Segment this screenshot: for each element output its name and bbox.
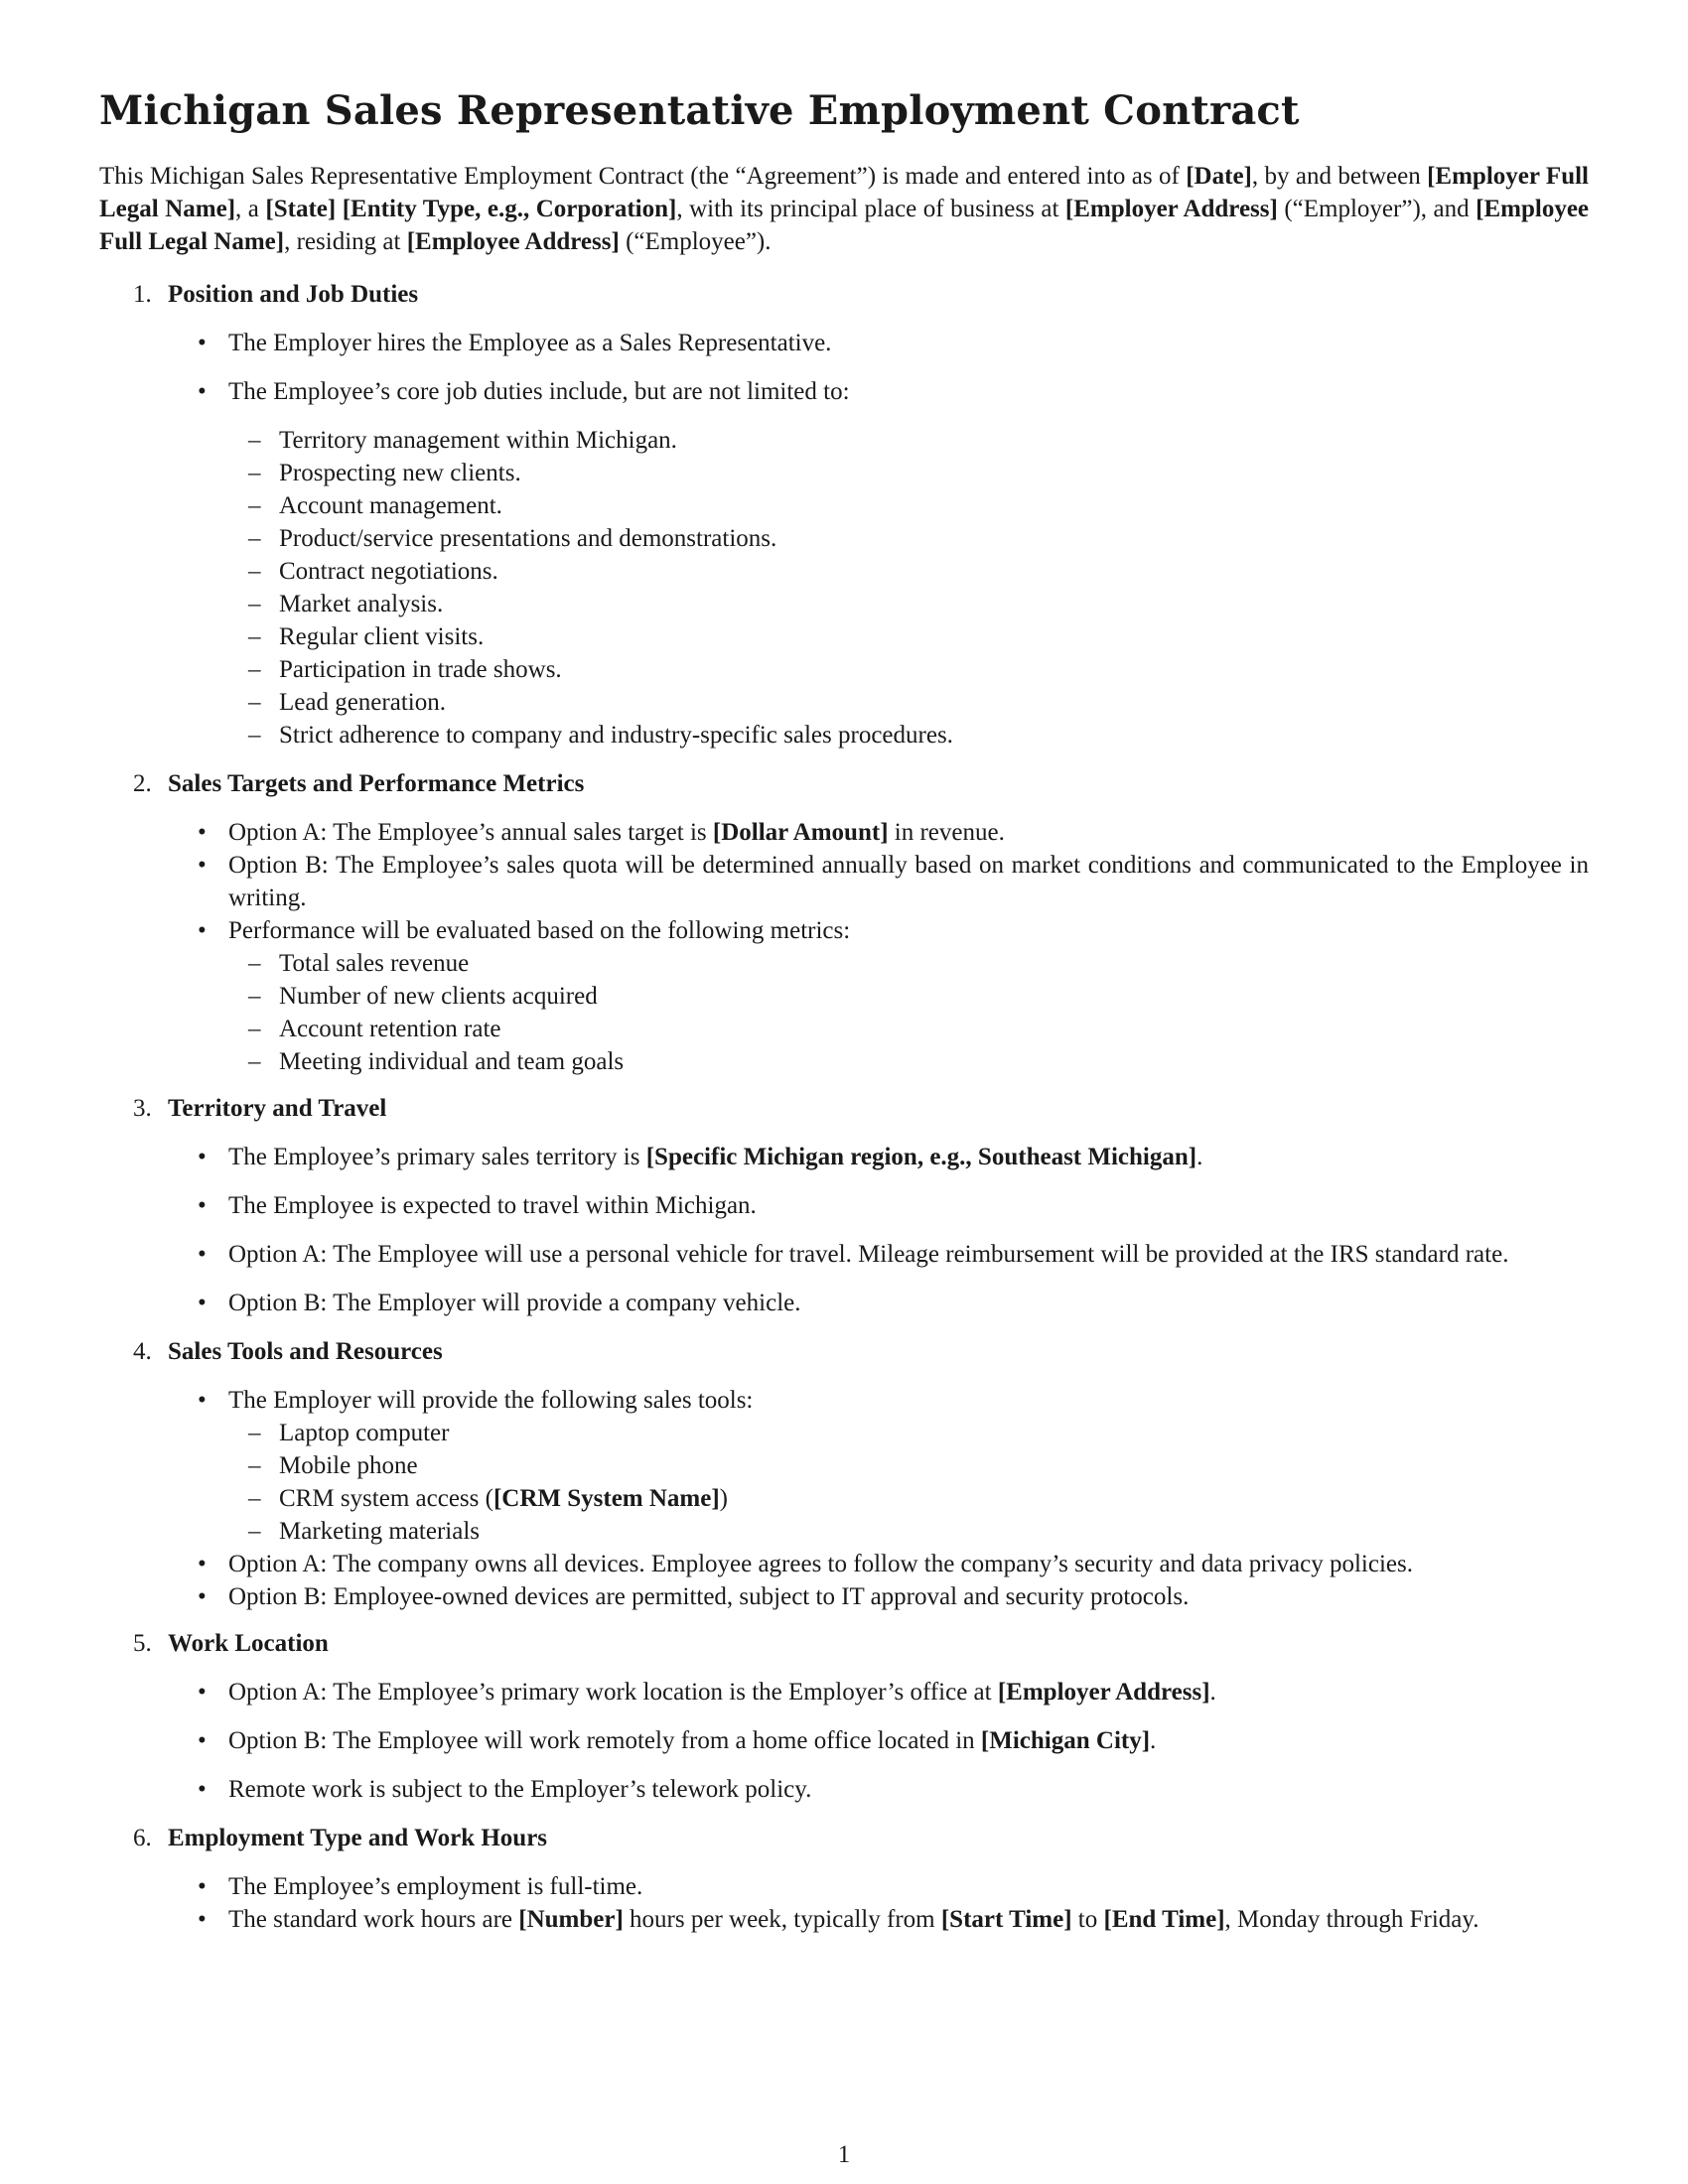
text-run: Option B: Employee-owned devices are permitted, subject to IT approval and security protocols. [228,1583,1190,1610]
placeholder-field: [CRM System Name] [492,1485,720,1512]
text-run: Product/service presentations and demonstrations. [279,525,777,552]
text-run: , Monday through Friday. [1224,1906,1479,1933]
text-run: Marketing materials [279,1518,481,1545]
section-2 [99,767,1589,1078]
sub-list-item [228,719,1589,751]
text-run: Option B: The Employee will work remotely from a home office located in [228,1727,981,1754]
placeholder-field: [End Time] [1103,1906,1225,1933]
section-4 [99,1335,1589,1613]
section-heading: Territory and Travel [168,1095,387,1122]
dash-icon: – [248,983,261,1010]
bullet-icon: • [198,819,207,846]
bullet-text [228,1727,1156,1754]
bullet-icon: • [198,378,207,405]
bullet-list [168,1870,1589,1936]
dash-icon: – [248,591,261,617]
placeholder-field: [Start Time] [940,1906,1072,1933]
bullet-item [168,1580,1589,1613]
sub-list-text [279,1016,501,1042]
sub-list-text [279,427,677,454]
text-run: ) [719,1485,728,1512]
sub-list-text [279,1452,418,1479]
sub-list-item [228,522,1589,555]
bullet-text [228,1290,801,1316]
text-run: Participation in trade shows. [279,656,562,683]
sub-list-item [228,1515,1589,1548]
bullet-item [168,1238,1589,1271]
section-number: 1. [133,281,152,308]
sub-list-item [228,947,1589,980]
bullet-icon: • [198,1144,207,1170]
text-run: Option A: The Employee’s annual sales target is [228,819,713,846]
bullet-text [228,330,831,356]
sub-list-item [228,686,1589,719]
bullet-item [168,327,1589,359]
bullet-text [228,378,850,405]
section-number: 5. [133,1630,152,1657]
page-number: 1 [837,2141,851,2168]
sub-list-text [279,1485,728,1512]
sub-list-text [279,525,776,552]
text-run: Market analysis. [279,591,444,617]
text-run: Option A: The Employee’s primary work location is the Employer’s office at [228,1679,998,1706]
text-run: Total sales revenue [279,950,470,977]
document-title: Michigan Sales Representative Employment Contract [99,87,1300,134]
text-run: The Employer will provide the following sales tools: [228,1387,754,1414]
text-run: Account retention rate [279,1016,501,1042]
sub-list-text [279,558,498,585]
text-run: Remote work is subject to the Employer’s telework policy. [228,1776,812,1803]
sub-list-text [279,722,953,749]
dash-icon: – [248,427,261,454]
text-run: Option A: The Employee will use a personal vehicle for travel. Mileage reimbursement will be provided at the IRS standard rate. [228,1241,1509,1268]
bullet-item [168,1773,1589,1806]
text-run: Option B: The Employee’s sales quota will be determined annually based on market conditions and communicated to the Employee in writing. [228,852,1589,911]
placeholder-field: [Number] [518,1906,624,1933]
text-run: . [1150,1727,1157,1754]
bullet-icon: • [198,1551,207,1577]
sub-list-item [228,588,1589,620]
text-run: , residing at [284,228,407,255]
text-run: Meeting individual and team goals [279,1048,625,1075]
section-5 [99,1627,1589,1806]
section-number: 3. [133,1095,152,1122]
bullet-item [168,1384,1589,1548]
intro-paragraph [99,160,1589,258]
text-run: (“Employer”), and [1277,196,1477,222]
bullet-list [168,816,1589,1078]
text-run: Regular client visits. [279,623,485,650]
text-run: The Employee’s employment is full-time. [228,1873,643,1900]
bullet-item [168,1189,1589,1222]
text-run: in revenue. [888,819,1005,846]
sub-list-item [228,1449,1589,1482]
section-number: 2. [133,770,152,797]
text-run: . [1196,1144,1203,1170]
placeholder-field: [Dollar Amount] [712,819,889,846]
bullet-text [228,819,1005,846]
sub-list-item [228,653,1589,686]
bullet-list [168,1384,1589,1613]
section-number: 4. [133,1338,152,1365]
bullet-item [168,375,1589,751]
text-run: Option B: The Employer will provide a company vehicle. [228,1290,801,1316]
dash-icon: – [248,722,261,749]
dash-icon: – [248,1016,261,1042]
bullet-icon: • [198,1583,207,1610]
bullet-icon: • [198,1776,207,1803]
bullet-icon: • [198,1906,207,1933]
dash-icon: – [248,1420,261,1446]
text-run: The Employee is expected to travel within Michigan. [228,1192,757,1219]
placeholder-field: [Employee Address] [406,228,620,255]
bullet-text [228,1241,1508,1268]
bullet-list [168,1676,1589,1806]
section-1 [99,278,1589,751]
dash-icon: – [248,689,261,716]
text-run: Option A: The company owns all devices. Employee agrees to follow the company’s security and data privacy policies. [228,1551,1413,1577]
bullet-text [228,1679,1216,1706]
placeholder-field: [Date] [1186,163,1252,190]
section-heading: Employment Type and Work Hours [168,1825,548,1851]
bullet-item [168,1870,1589,1903]
bullet-icon: • [198,1679,207,1706]
text-run: , by and between [1251,163,1428,190]
text-run: , a [235,196,266,222]
text-run: The standard work hours are [228,1906,519,1933]
dash-icon: – [248,1485,261,1512]
sub-list-item [228,489,1589,522]
sub-list-item [228,1013,1589,1045]
sub-list-text [279,983,598,1010]
sub-list-item [228,1482,1589,1515]
text-run: Lead generation. [279,689,446,716]
dash-icon: – [248,460,261,486]
section-heading: Sales Targets and Performance Metrics [168,770,585,797]
placeholder-field: [State] [265,196,337,222]
dash-icon: – [248,656,261,683]
bullet-text [228,1906,1479,1933]
bullet-icon: • [198,917,207,944]
dash-icon: – [248,623,261,650]
sub-list-text [279,656,562,683]
text-run: Prospecting new clients. [279,460,521,486]
bullet-item [168,1287,1589,1319]
sub-list-text [279,950,469,977]
dash-icon: – [248,950,261,977]
bullet-icon: • [198,1290,207,1316]
dash-icon: – [248,492,261,519]
sub-list-text [279,460,521,486]
text-run: CRM system access ( [279,1485,493,1512]
text-run: Territory management within Michigan. [279,427,677,454]
sub-list-item [228,457,1589,489]
sub-list-text [279,623,484,650]
dash-icon: – [248,1452,261,1479]
bullet-list [168,1141,1589,1319]
placeholder-field: [Employer Address] [1064,196,1278,222]
bullet-item [168,1724,1589,1757]
section-heading: Work Location [168,1630,329,1657]
bullet-item [168,914,1589,1078]
bullet-icon: • [198,330,207,356]
text-run: Number of new clients acquired [279,983,598,1010]
bullet-item [168,1141,1589,1173]
text-run: Mobile phone [279,1452,418,1479]
sub-list-item [228,1417,1589,1449]
section-heading: Position and Job Duties [168,281,419,308]
bullet-text [228,1192,757,1219]
bullet-text [228,852,1589,911]
bullet-text [228,1551,1413,1577]
bullet-text [228,1583,1189,1610]
sub-list-item [228,424,1589,457]
sub-list-text [279,591,443,617]
placeholder-field: [Employer Address] [997,1679,1210,1706]
bullet-item [168,1548,1589,1580]
bullet-text [228,1387,753,1414]
bullet-text [228,917,850,944]
sub-list-text [279,1518,480,1545]
text-run: This Michigan Sales Representative Employment Contract (the “Agreement”) is made and entered into as of [99,163,1187,190]
text-run: Strict adherence to company and industry-specific sales procedures. [279,722,953,749]
bullet-text [228,1873,642,1900]
bullet-icon: • [198,1873,207,1900]
text-run: hours per week, typically from [623,1906,941,1933]
dash-icon: – [248,1518,261,1545]
text-run: The Employee’s primary sales territory is [228,1144,646,1170]
section-6 [99,1822,1589,1936]
bullet-item [168,816,1589,849]
bullet-icon: • [198,852,207,879]
text-run: . [1209,1679,1216,1706]
placeholder-field: [Specific Michigan region, e.g., Southeast Michigan] [645,1144,1197,1170]
placeholder-field: [Entity Type, e.g., Corporation] [342,196,677,222]
section-number: 6. [133,1825,152,1851]
text-run: The Employee’s core job duties include, but are not limited to: [228,378,850,405]
bullet-icon: • [198,1241,207,1268]
text-run: Contract negotiations. [279,558,498,585]
bullet-text [228,1144,1202,1170]
text-run: (“Employee”). [619,228,772,255]
sub-list [228,1417,1589,1548]
document-page [99,87,1589,1950]
bullet-item [168,1903,1589,1936]
text-run: The Employer hires the Employee as a Sales Representative. [228,330,832,356]
bullet-icon: • [198,1387,207,1414]
sub-list-item [228,620,1589,653]
sub-list-text [279,1420,449,1446]
sections-list [99,278,1589,1936]
section-heading: Sales Tools and Resources [168,1338,443,1365]
section-3 [99,1092,1589,1319]
sub-list-text [279,1048,624,1075]
text-run: Account management. [279,492,502,519]
placeholder-field: [Michigan City] [980,1727,1151,1754]
text-run: to [1071,1906,1104,1933]
sub-list [228,424,1589,751]
placeholder-field: [Employee Full Legal Name] [99,196,1590,255]
text-run: , with its principal place of business at [676,196,1065,222]
dash-icon: – [248,525,261,552]
sub-list-item [228,555,1589,588]
bullet-icon: • [198,1192,207,1219]
bullet-text [228,1776,811,1803]
bullet-item [168,849,1589,914]
bullet-list [168,327,1589,751]
sub-list [228,947,1589,1078]
sub-list-item [228,1045,1589,1078]
bullet-item [168,1676,1589,1708]
sub-list-item [228,980,1589,1013]
bullet-icon: • [198,1727,207,1754]
sub-list-text [279,689,446,716]
placeholder-field: [Employer Full Legal Name] [99,163,1589,222]
text-run: Performance will be evaluated based on the following metrics: [228,917,851,944]
dash-icon: – [248,1048,261,1075]
sub-list-text [279,492,502,519]
dash-icon: – [248,558,261,585]
text-run: Laptop computer [279,1420,450,1446]
